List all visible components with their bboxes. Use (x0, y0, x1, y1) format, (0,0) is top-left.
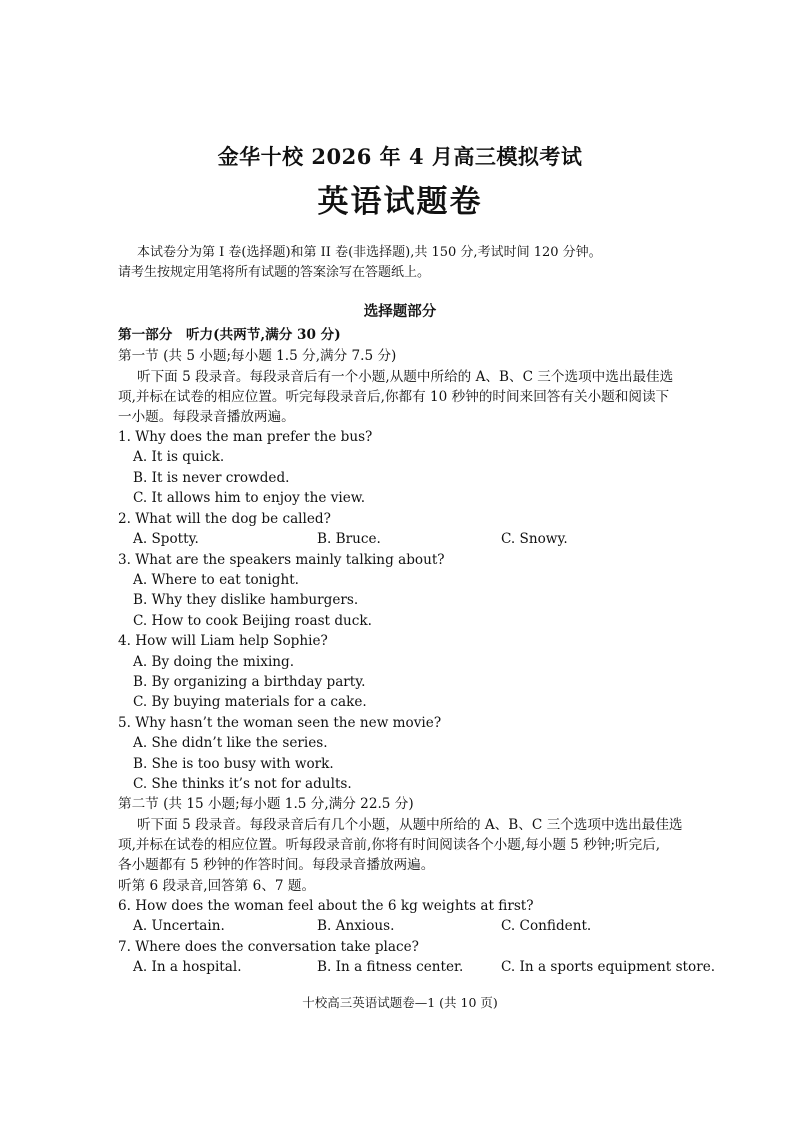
question-option: A. In a hospital. (133, 959, 242, 975)
section1-instruction-line: 一小题。每段录音播放两遍。 (118, 409, 295, 425)
question-stem: 6. How does the woman feel about the 6 kg weights at first? (118, 898, 534, 914)
question-stem: 4. How will Liam help Sophie? (118, 633, 328, 649)
question-option: B. Anxious. (317, 918, 395, 934)
section1-heading: 第一节 (共 5 小题;每小题 1.5 分,满分 7.5 分) (118, 348, 397, 364)
section1-instruction-line: 项,并标在试卷的相应位置。听完每段录音后,你都有 10 秒钟的时间来回答有关小题和阅读下 (118, 389, 670, 405)
question-option: B. She is too busy with work. (133, 756, 334, 772)
question-option: B. Why they dislike hamburgers. (133, 592, 359, 608)
question-stem: 5. Why hasn’t the woman seen the new movie? (118, 715, 442, 731)
part1-heading: 第一部分 听力(共两节,满分 30 分) (118, 327, 341, 343)
section-title: 选择题部分 (363, 303, 437, 320)
question-option: A. Spotty. (133, 531, 199, 547)
page-footer: 十校高三英语试题卷—1 (共 10 页) (302, 995, 498, 1010)
question-option: A. She didn’t like the series. (133, 735, 328, 751)
question-option: B. In a fitness center. (317, 959, 464, 975)
question-option: A. It is quick. (133, 449, 225, 465)
question-option: C. By buying materials for a cake. (133, 694, 367, 710)
question-option: C. Snowy. (501, 531, 568, 547)
section2-heading: 第二节 (共 15 小题;每小题 1.5 分,满分 22.5 分) (118, 796, 414, 812)
intro-line-1: 本试卷分为第 I 卷(选择题)和第 II 卷(非选择题),共 150 分,考试时间 120 分钟。 (137, 245, 602, 260)
section1-instruction-line: 听下面 5 段录音。每段录音后有一个小题,从题中所给的 A、B、C 三个选项中选出最佳选 (137, 369, 674, 385)
section2-instruction-line: 项,并标在试卷的相应位置。听每段录音前,你将有时间阅读各个小题,每小题 5 秒钟;听完后, (118, 837, 661, 853)
question-stem: 3. What are the speakers mainly talking about? (118, 552, 445, 568)
exam-subtitle: 英语试题卷 (317, 184, 483, 220)
section2-instruction-line: 各小题都有 5 秒钟的作答时间。每段录音播放两遍。 (118, 857, 435, 873)
question-option: C. It allows him to enjoy the view. (133, 490, 366, 506)
question-option: B. It is never crowded. (133, 470, 290, 486)
question-option: C. Confident. (501, 918, 592, 934)
question-option: A. Uncertain. (133, 918, 225, 934)
question-option: B. Bruce. (317, 531, 381, 547)
question-option: B. By organizing a birthday party. (133, 674, 366, 690)
question-option: A. Where to eat tonight. (133, 572, 299, 588)
question-option: C. In a sports equipment store. (501, 959, 716, 975)
question-option: C. She thinks it’s not for adults. (133, 776, 352, 792)
exam-title: 金华十校 2026 年 4 月高三模拟考试 (217, 144, 583, 169)
intro-line-2: 请考生按规定用笔将所有试题的答案涂写在答题纸上。 (118, 265, 431, 280)
question-stem: 2. What will the dog be called? (118, 511, 331, 527)
listen-note: 听第 6 段录音,回答第 6、7 题。 (118, 878, 316, 894)
question-option: C. How to cook Beijing roast duck. (133, 613, 372, 629)
question-stem: 1. Why does the man prefer the bus? (118, 429, 373, 445)
section2-instruction-line: 听下面 5 段录音。每段录音后有几个小题，从题中所给的 A、B、C 三个选项中选出最佳选 (137, 817, 683, 833)
question-stem: 7. Where does the conversation take place? (118, 939, 419, 955)
question-option: A. By doing the mixing. (133, 654, 295, 670)
